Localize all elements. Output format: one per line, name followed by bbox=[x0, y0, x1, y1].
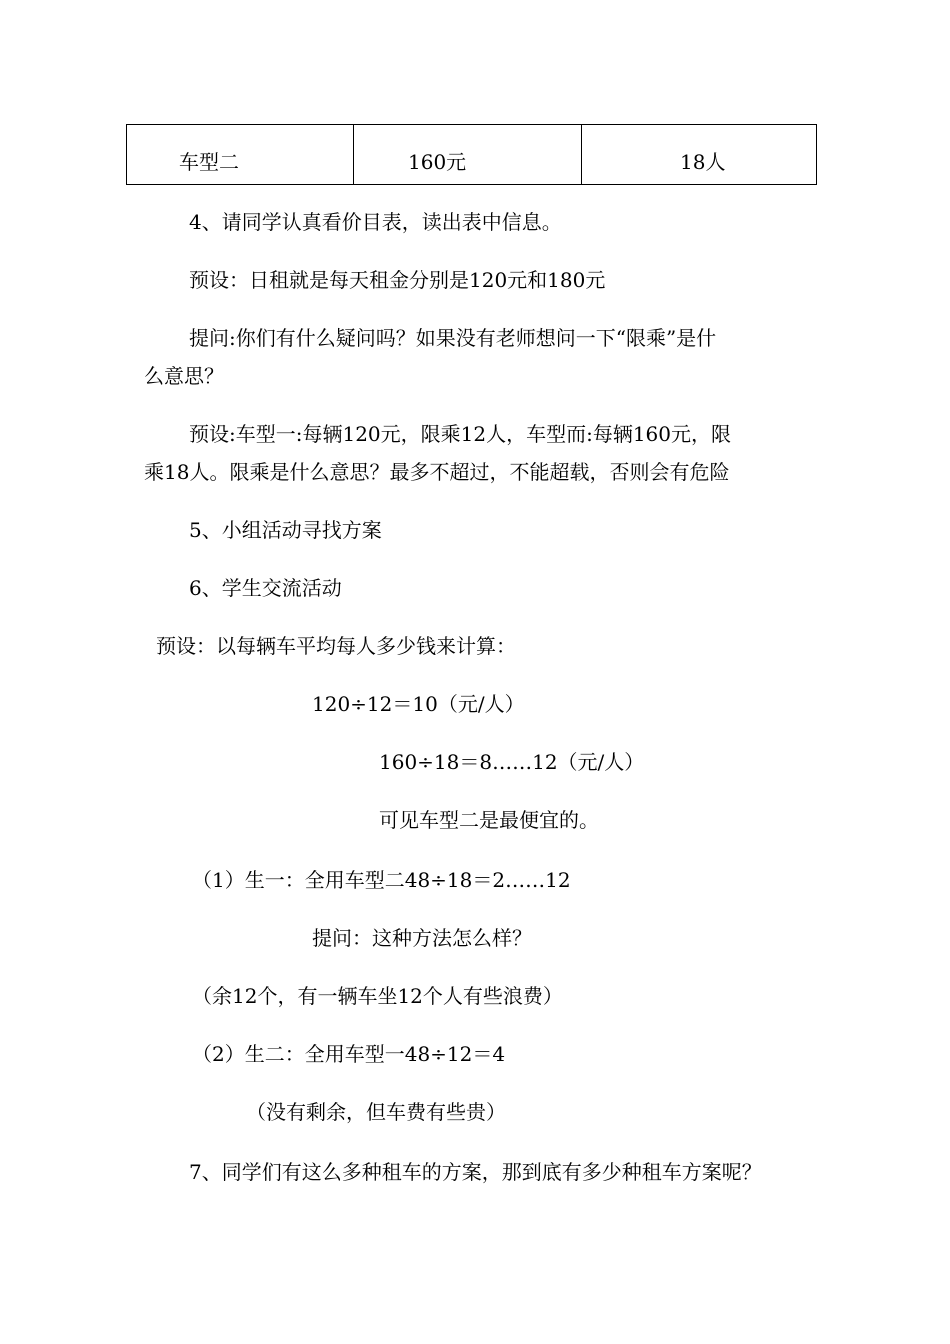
student-1-remark: （余12个，有一辆车坐12个人有些浪费） bbox=[192, 984, 563, 1008]
calculation-2: 160÷18＝8……12（元/人） bbox=[379, 750, 645, 774]
paragraph-step-5: 5、小组活动寻找方案 bbox=[189, 518, 382, 542]
student-1-question: 提问：这种方法怎么样？ bbox=[312, 926, 532, 950]
conclusion: 可见车型二是最便宜的。 bbox=[379, 808, 599, 832]
car-type-text: 车型二 bbox=[179, 150, 239, 174]
paragraph-step-4: 4、请同学认真看价目表，读出表中信息。 bbox=[189, 210, 562, 234]
paragraph-preset-2-line-1: 预设:车型一:每辆120元，限乘12人，车型而:每辆160元，限 bbox=[189, 422, 732, 446]
price-table bbox=[126, 124, 817, 185]
student-1-answer: （1）生一：全用车型二48÷18＝2……12 bbox=[192, 868, 571, 892]
table-cell-car-type bbox=[127, 125, 354, 185]
calculation-1: 120÷12＝10（元/人） bbox=[312, 692, 525, 716]
table-cell-capacity bbox=[582, 125, 817, 185]
paragraph-preset-2-line-2: 乘18人。限乘是什么意思？最多不超过，不能超载，否则会有危险 bbox=[144, 460, 730, 484]
table-row bbox=[127, 125, 817, 185]
paragraph-preset-3: 预设：以每辆车平均每人多少钱来计算： bbox=[156, 634, 516, 658]
table-cell-daily-rent bbox=[354, 125, 582, 185]
paragraph-question-line-1: 提问:你们有什么疑问吗？如果没有老师想问一下“限乘”是什 bbox=[189, 326, 717, 350]
student-2-remark: （没有剩余，但车费有些贵） bbox=[246, 1100, 506, 1124]
paragraph-preset-1: 预设：日租就是每天租金分别是120元和180元 bbox=[189, 268, 606, 292]
daily-rent-text: 160元 bbox=[408, 150, 467, 174]
paragraph-question-line-2: 么意思？ bbox=[144, 364, 224, 388]
capacity-text: 18人 bbox=[680, 150, 726, 174]
student-2-answer: （2）生二：全用车型一48÷12＝4 bbox=[192, 1042, 506, 1066]
paragraph-step-6: 6、学生交流活动 bbox=[189, 576, 342, 600]
paragraph-step-7: 7、同学们有这么多种租车的方案，那到底有多少种租车方案呢？ bbox=[189, 1160, 762, 1184]
